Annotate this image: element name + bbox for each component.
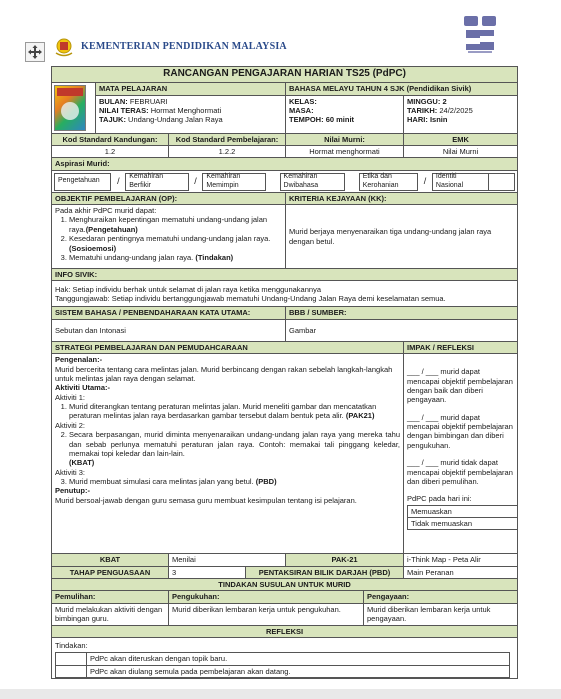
move-arrows-icon (28, 45, 42, 59)
pbd-value: Main Peranan (404, 566, 518, 578)
subject-value: BAHASA MELAYU TAHUN 4 SJK (Pendidikan Sivik) (286, 82, 518, 95)
lesson-plan-table (51, 66, 518, 679)
criteria-body: Murid berjaya menyenaraikan tiga undang-undang jalan raya dengan betul. (286, 205, 518, 269)
strategy-body: Pengenalan:- Murid bercerita tentang cara melintas jalan. Murid berbincang dengan rakan sebelah langkah-langkah untuk melintas jalan raya dengan selamat. Aktiviti Utama:- Aktiviti 1: 1. Murid diterangkan tentang peraturan melintas jalan. Murid meneliti gambar dan mencatatkan peraturan melintas jalan raya berdasarkan gambar tersebut dalam bentuk peta alir. (PAK21) Aktiviti 2: 2. Secara berpasangan, murid diminta menyenaraikan undang-undang jalan raya yang mereka tahu dan sebab perlunya mematuhi peraturan jalan raya. Contoh: memakai tali pinggang keledar, memakai topi keledar dan lain-lain. (KBAT) Aktiviti 3: 3. Murid membuat simulasi cara melintas jalan yang betul. (PBD) Penutup:- Murid bersoal-jawab dengan guru semasa guru membuat kesimpulan tentang isi pelajaran. (52, 354, 404, 554)
objective-item: 3. Mematuhi undang-undang jalan raya. (Tindakan) (69, 253, 282, 262)
criteria-header: KRITERIA KEJAYAAN (KK): (286, 192, 518, 204)
followup-header: TINDAKAN SUSULAN UNTUK MURID (52, 578, 518, 590)
lesson-info: BULAN: FEBRUARI NILAI TERAS: Hormat Menghormati TAJUK: Undang-Undang Jalan Raya (96, 95, 286, 133)
sistem-value: Sebutan dan Intonasi (52, 319, 286, 341)
pengayaan-header: Pengayaan: (364, 591, 518, 603)
school-logo-icon (462, 14, 498, 54)
pak-label: PAK-21 (286, 554, 404, 566)
checkbox[interactable] (56, 665, 87, 677)
emk-header: EMK (404, 133, 518, 145)
option-satisfactory[interactable]: Memuaskan (408, 505, 518, 517)
reflection-header: REFLEKSI (52, 625, 518, 637)
objective-header: OBJEKTIF PEMBELAJARAN (OP): (52, 192, 286, 204)
pengukuhan-header: Pengukuhan: (169, 591, 364, 603)
textbook-cover-icon (54, 85, 86, 131)
subject-header: MATA PELAJARAN (96, 82, 286, 95)
emk-value: Nilai Murni (404, 145, 518, 157)
page-title: RANCANGAN PENGAJARAN HARIAN TS25 (PdPC) (52, 67, 518, 83)
objective-item: 1. Menghuraikan kepentingan mematuhi undang-undang jalan raya.(Pengetahuan) (69, 215, 282, 234)
textbook-cover (52, 82, 96, 133)
pengukuhan-body: Murid diberikan lembaran kerja untuk pengukuhan. (169, 603, 364, 625)
tahap-label: TAHAP PENGUASAAN (52, 566, 169, 578)
checkbox[interactable] (56, 653, 87, 665)
tahap-value: 3 (169, 566, 246, 578)
objective-item: 2. Kesedaran pentingnya mematuhi undang-undang jalan raya. (Sosioemosi) (69, 234, 282, 253)
option-unsatisfactory[interactable]: Tidak memuaskan (408, 518, 518, 530)
action-item: PdPc akan diteruskan dengan topik baru. (87, 653, 510, 665)
standard-learning-value: 1.2.2 (169, 145, 286, 157)
objective-body: Pada akhir PdPC murid dapat: 1. Menghuraikan kepentingan mematuhi undang-undang jalan raya.(Pengetahuan) 2. Kesedaran pentingnya mematuhi undang-undang jalan raya. (Sosioemosi) 3. Mematuhi undang-undang jalan raya. (Tindakan) (52, 205, 286, 269)
pemulihan-body: Murid melakukan aktiviti dengan bimbingan guru. (52, 603, 169, 625)
satisfaction-checklist (407, 505, 518, 531)
table-move-handle[interactable] (25, 42, 45, 62)
reflection-body: Tindakan: PdPc akan diteruskan dengan topik baru. PdPc akan diulang semula pada pembelajaran akan datang. (52, 638, 518, 679)
ministry-crest-icon (53, 36, 75, 58)
kbat-value: Menilai (169, 554, 286, 566)
ministry-name: KEMENTERIAN PENDIDIKAN MALAYSIA (81, 41, 287, 52)
ithink-value: i-Think Map - Peta Alir (404, 554, 518, 566)
sivik-body: Hak: Setiap individu berhak untuk selamat di jalan raya ketika menggunakannya Tanggungjawab: Setiap individu bertanggungjawab mematuhi Undang-Undang Jalan Raya demi keselamatan semua. (52, 281, 518, 307)
aspirasi-item: Kemahiran Memimpin (202, 173, 265, 191)
strategy-header: STRATEGI PEMBELAJARAN DAN PEMUDAHCARAAN (52, 341, 404, 353)
action-item: PdPc akan diulang semula pada pembelajaran akan datang. (87, 665, 510, 677)
date-info: MINGGU: 2 TARIKH: 24/2/2025 HARI: Isnin (404, 95, 518, 133)
standard-content-header: Kod Standard Kandungan: (52, 133, 169, 145)
sivik-header: INFO SIVIK: (52, 269, 518, 281)
standard-learning-header: Kod Standard Pembelajaran: (169, 133, 286, 145)
values-header: Nilai Murni: (286, 133, 404, 145)
bbb-value: Gambar (286, 319, 518, 341)
aspirasi-item: Kemahiran Berfikir (125, 173, 188, 191)
pengayaan-body: Murid diberikan lembaran kerja untuk pengayaan. (364, 603, 518, 625)
impact-body: ___ / ___ murid dapat mencapai objektif pembelajaran dengan baik dan diberi pengayaan. ___ / ___ murid dapat mencapai objektif pembelajaran dengan bimbingan dan diberi pengukuhan. ___ / ___ murid tidak dapat mencapai objektif pembelajaran dan diberi pemulihan. PdPC pada hari ini: Memuaskan Tidak memuaskan (404, 354, 518, 554)
aspirasi-item: Etika dan Kerohanian (359, 173, 418, 191)
pbd-label: PENTAKSIRAN BILIK DARJAH (PBD) (246, 566, 404, 578)
standard-content-value: 1.2 (52, 145, 169, 157)
aspirasi-item: Identiti Nasional (432, 173, 489, 191)
class-info: KELAS: MASA: TEMPOH: 60 minit (286, 95, 404, 133)
action-checklist (55, 652, 510, 678)
impact-header: IMPAK / REFLEKSI (404, 341, 518, 353)
sistem-header: SISTEM BAHASA / PENBENDAHARAAN KATA UTAMA: (52, 307, 286, 319)
aspirasi-item: Kemahiran Dwibahasa (280, 173, 345, 191)
aspirasi-row: Pengetahuan / Kemahiran Berfikir / Kemahiran Memimpin Kemahiran Dwibahasa Etika dan Kerohanian / Identiti Nasional (52, 170, 518, 192)
kbat-label: KBAT (52, 554, 169, 566)
aspirasi-header: Aspirasi Murid: (52, 158, 518, 170)
values-value: Hormat menghormati (286, 145, 404, 157)
page-bottom-edge (0, 689, 561, 699)
pemulihan-header: Pemulihan: (52, 591, 169, 603)
aspirasi-item: Pengetahuan (54, 173, 111, 191)
bbb-header: BBB / SUMBER: (286, 307, 518, 319)
